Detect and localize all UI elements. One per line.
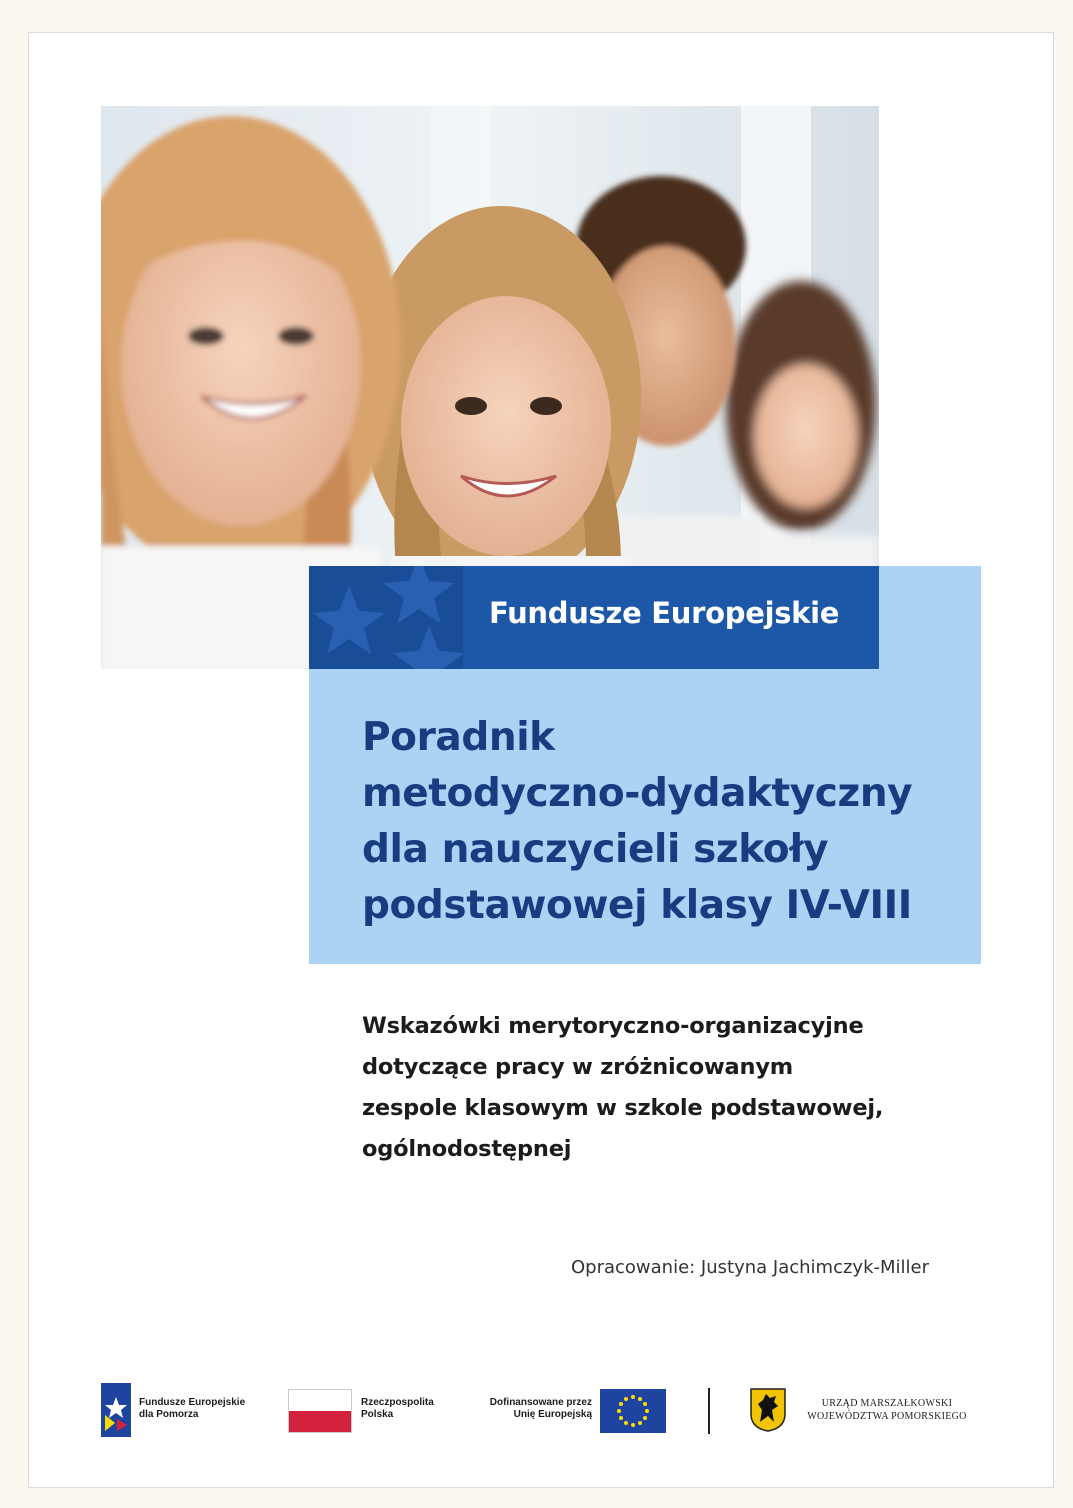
subtitle-line: ogólnodostępnej	[362, 1136, 572, 1162]
urzad-marszalkowski-logo	[750, 1388, 967, 1436]
fe-band-label: Fundusze Europejskie	[489, 596, 840, 630]
eu-line1: Dofinansowane przez	[489, 1397, 592, 1408]
document-subtitle	[362, 1006, 962, 1170]
document-title	[362, 710, 962, 934]
fe-pomorze-line1: Fundusze Europejskie	[139, 1397, 246, 1408]
rp-line2: Polska	[361, 1409, 394, 1420]
title-line: dla nauczycieli szkoły	[362, 827, 829, 872]
fe-pomorze-line2: dla Pomorza	[139, 1409, 199, 1420]
subtitle-line: dotyczące pracy w zróżnicowanym	[362, 1054, 794, 1080]
title-line: podstawowej klasy IV-VIII	[362, 883, 912, 928]
eu-stars-graphic	[309, 566, 463, 669]
author-credit: Opracowanie: Justyna Jachimczyk-Miller	[570, 1257, 929, 1278]
eu-line2: Unię Europejską	[513, 1409, 592, 1420]
fe-pomorze-icon	[101, 1383, 133, 1437]
polish-flag-icon	[288, 1389, 352, 1433]
fundusze-europejskie-band	[309, 566, 879, 669]
subtitle-line: Wskazówki merytoryczno-organizacyjne	[362, 1013, 864, 1039]
griffin-crest-icon	[750, 1388, 786, 1432]
urzad-line1: URZĄD MARSZAŁKOWSKI	[821, 1398, 953, 1409]
urzad-line2: WOJEWÓDZTWA POMORSKIEGO	[807, 1411, 967, 1422]
rp-line1: Rzeczpospolita	[361, 1397, 434, 1408]
title-line: metodyczno-dydaktyczny	[362, 771, 913, 816]
subtitle-line: zespole klasowym w szkole podstawowej,	[362, 1095, 884, 1121]
title-line: Poradnik	[362, 715, 555, 760]
fe-pomorze-logo	[101, 1383, 246, 1441]
eu-flag-icon	[600, 1389, 666, 1433]
